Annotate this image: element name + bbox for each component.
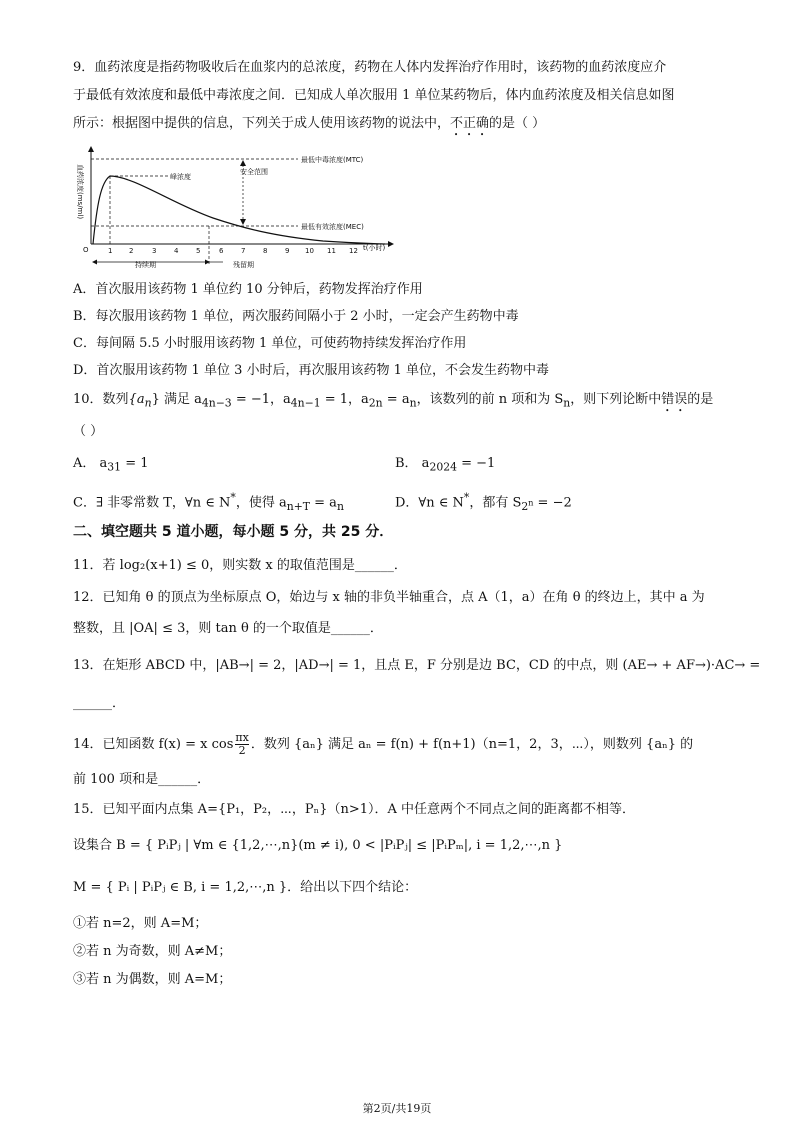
tick-4: 4 xyxy=(174,247,179,255)
q9-line1: 9．血药浓度是指药物吸收后在血浆内的总浓度，药物在人体内发挥治疗作用时，该药物的血药浓度应介 xyxy=(73,60,667,75)
tick-5: 5 xyxy=(196,247,201,255)
drug-concentration-figure xyxy=(73,144,403,272)
q12-line2: 整数，且 |OA| ≤ 3，则 tan θ 的一个取值是______． xyxy=(73,621,383,636)
tick-2: 2 xyxy=(129,247,134,255)
q10-option-d: D．∀n ∈ N*，都有 $S_{2^n} = -2$ xyxy=(395,491,572,513)
tick-8: 8 xyxy=(263,247,268,255)
q15-line1: 15．已知平面内点集 A={P₁，P₂，⋯，Pₙ}（n>1）．A 中任意两个不同点之间的距离都不相等． xyxy=(73,802,636,817)
tick-9: 9 xyxy=(285,247,290,255)
safe-range-label: 安全范围 xyxy=(240,168,268,176)
q10-option-a: A． $a_{31} = 1$ xyxy=(73,456,149,474)
q9-option-c: C．每间隔 5.5 小时服用该药物 1 单位，可使药物持续发挥治疗作用 xyxy=(73,336,467,351)
q9-option-d: D．首次服用该药物 1 单位 3 小时后，再次服用该药物 1 单位，不会发生药物中毒 xyxy=(73,363,550,378)
q10-paren: （ ） xyxy=(73,424,104,439)
q15-conclusion-1: ①若 n=2，则 A=M； xyxy=(73,916,208,931)
emphasis-not-correct: 不正确 xyxy=(450,116,490,131)
q10-stem: 10．数列$\{a_n\}$ 满足 $a_{4n-3} = -1$，$a_{4n-1} = 1$，$a_{2n} = a_n$，该数列的前 n 项和为 $S_n$，则下列论断中错误的是 xyxy=(73,392,714,410)
tick-3: 3 xyxy=(152,247,157,255)
tick-10: 10 xyxy=(305,247,314,255)
concentration-curve-diagram xyxy=(73,144,403,272)
tick-11: 11 xyxy=(327,247,336,255)
y-axis-label: 血药浓度(ms/ml) xyxy=(76,164,84,220)
tick-7: 7 xyxy=(241,247,246,255)
tick-6: 6 xyxy=(219,247,224,255)
section-heading: 二、填空题共 5 道小题，每小题 5 分，共 25 分． xyxy=(73,524,394,540)
q15-set-m: M = { Pᵢ | PᵢPⱼ ∈ B, i = 1,2,⋯,n }．给出以下四个结论： xyxy=(73,880,418,895)
fraction: $\frac{\pi x}{2}$ xyxy=(235,731,249,757)
q14-line2: 前 100 项和是______． xyxy=(73,772,211,787)
q10-option-b: B． $a_{2024} = -1$ xyxy=(395,456,496,474)
q9-line3: 所示：根据图中提供的信息，下列关于成人使用该药物的说法中，不正确的是（ ） xyxy=(73,116,546,131)
x-axis-label: t(小时) xyxy=(363,244,386,252)
q15-set-b: 设集合 B = { PᵢPⱼ | ∀m ∈ {1,2,⋯,n}(m ≠ i), 0 < |PᵢPⱼ| ≤ |PᵢPₘ|, i = 1,2,⋯,n } xyxy=(73,838,563,853)
q15-conclusion-3: ③若 n 为偶数，则 A=M； xyxy=(73,972,232,987)
residual-label: 残留期 xyxy=(233,261,254,269)
concentration-curve xyxy=(93,176,385,244)
q9-option-b: B．每次服用该药物 1 单位，两次服药间隔小于 2 小时，一定会产生药物中毒 xyxy=(73,309,519,324)
q15-conclusion-2: ②若 n 为奇数，则 A≠M； xyxy=(73,944,232,959)
origin-label: O xyxy=(83,246,89,254)
x-ticks xyxy=(108,247,358,255)
q11: 11．若 log₂(x+1) ≤ 0，则实数 x 的取值范围是______． xyxy=(73,558,407,573)
mec-label: 最低有效浓度(MEC) xyxy=(301,223,364,231)
peak-label: 峰浓度 xyxy=(170,173,191,181)
q13-line1: 13．在矩形 ABCD 中，|AB→| = 2，|AD→| = 1，且点 E，F 分别是边 BC，CD 的中点，则 (AE→ + AF→)·AC→ = xyxy=(73,658,761,673)
q13-line2: ______． xyxy=(73,696,126,711)
q9-line2: 于最低有效浓度和最低中毒浓度之间．已知成人单次服用 1 单位某药物后，体内血药浓度及相关信息如图 xyxy=(73,88,675,103)
q9-option-a: A．首次服用该药物 1 单位约 10 分钟后，药物发挥治疗作用 xyxy=(73,282,423,297)
duration-label: 持续期 xyxy=(135,261,156,269)
tick-12: 12 xyxy=(349,247,358,255)
page-footer: 第2页/共19页 xyxy=(362,1102,432,1115)
q12-line1: 12．已知角 θ 的顶点为坐标原点 O，始边与 x 轴的非负半轴重合，点 A（1，a）在角 θ 的终边上，其中 a 为 xyxy=(73,590,705,605)
emphasis-wrong: 错误 xyxy=(661,392,688,407)
q10-option-c: C．∃ 非零常数 T，∀n ∈ N*，使得 $a_{n+T} = a_n$ xyxy=(73,491,344,513)
tick-1: 1 xyxy=(108,247,113,255)
mtc-label: 最低中毒浓度(MTC) xyxy=(301,156,364,164)
q14-line1: 14．已知函数 f(x) = x cos $\frac{\pi x}{2}$ ．数列 {aₙ} 满足 aₙ = f(n) + f(n+1)（n=1，2，3，⋯），则数列 {aₙ} 的 xyxy=(73,731,694,757)
